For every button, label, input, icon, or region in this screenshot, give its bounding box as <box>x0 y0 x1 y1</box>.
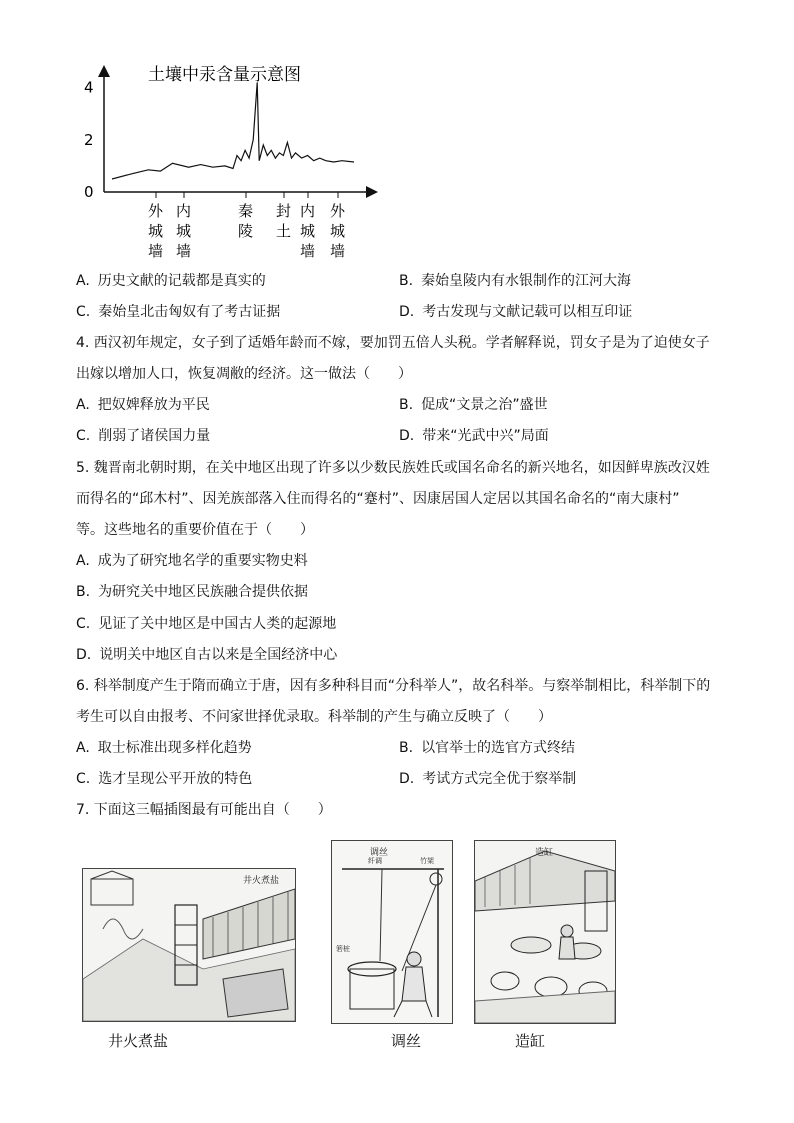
svg-text:封: 封 <box>276 202 292 220</box>
q6-option-b: B. 以官举士的选官方式终结 <box>399 740 576 756</box>
silk-reeling-drawing <box>332 841 452 1023</box>
y-tick-label: 4 <box>84 78 94 97</box>
q5-stem-line1: 5. 魏晋南北朝时期，在关中地区出现了许多以少数民族姓氏或国名命名的新兴地名，如因鲜卑族改汉姓 <box>76 460 710 476</box>
q6-option-c: C. 选才呈现公平开放的特色 <box>76 771 253 787</box>
q7-stem-line1: 7. 下面这三幅插图最有可能出自（ ） <box>76 802 332 818</box>
q5-option-d: D. 说明关中地区自古以来是全国经济中心 <box>76 647 338 663</box>
q3-option-d: D. 考古发现与文献记载可以相互印证 <box>399 304 633 320</box>
svg-text:城: 城 <box>300 222 316 240</box>
mercury-series-line <box>112 82 354 179</box>
caption-vat-making: 造缸 <box>514 1032 545 1050</box>
silk-reeling-inscription: 调丝 <box>370 848 389 858</box>
q5-option-b: B. 为研究关中地区民族融合提供依据 <box>76 584 309 600</box>
vat-making-inscription: 造缸 <box>535 848 554 858</box>
silk-label-1: 纤调 <box>368 857 382 865</box>
q4-option-c: C. 削弱了诸侯国力量 <box>76 428 211 444</box>
illustration-silk-reeling <box>331 840 453 1024</box>
svg-text:秦: 秦 <box>238 202 254 220</box>
chart-title: 土壤中汞含量示意图 <box>148 65 301 85</box>
q4-option-b: B. 促成“文景之治”盛世 <box>399 397 548 413</box>
illustration-vat-making <box>474 840 616 1024</box>
x-axis-label <box>148 192 164 260</box>
x-axis-label <box>176 192 191 260</box>
svg-text:城: 城 <box>176 222 192 240</box>
svg-text:墙: 墙 <box>148 242 164 260</box>
mercury-soil-chart <box>70 60 390 260</box>
q4-stem-line1: 4. 西汉初年规定，女子到了适婚年龄而不嫁，要加罚五倍人头税。学者解释说，罚女子是为了迫使女子 <box>76 335 710 351</box>
q3-option-a: A. 历史文献的记载都是真实的 <box>76 273 266 289</box>
svg-text:城: 城 <box>330 222 346 240</box>
q6-stem-line2: 考生可以自由报考、不问家世择优录取。科举制的产生与确立反映了（ ） <box>76 709 552 725</box>
x-axis-label <box>300 192 315 260</box>
svg-text:墙: 墙 <box>330 242 346 260</box>
silk-label-2: 竹架 <box>420 857 434 865</box>
q5-stem-line2: 而得名的“邱木村”、因羌族部落入住而得名的“蹇村”、因康居国人定居以其国名命名的“南大康村” <box>76 491 680 507</box>
q5-stem-line3: 等。这些地名的重要价值在于（ ） <box>76 522 314 538</box>
q3-option-c: C. 秦始皇北击匈奴有了考古证据 <box>76 304 281 320</box>
q4-option-a: A. 把奴婢释放为平民 <box>76 397 210 413</box>
salt-boiling-inscription: 井火煮盐 <box>243 876 280 886</box>
svg-text:内: 内 <box>300 202 316 220</box>
x-axis-label <box>238 192 253 240</box>
x-axis-label <box>276 192 291 240</box>
q6-option-a: A. 取士标准出现多样化趋势 <box>76 740 252 756</box>
q6-stem-line1: 6. 科举制度产生于隋而确立于唐，因有多种科目而“分科举人”，故名科举。与察举制相比，科举制下的 <box>76 678 711 694</box>
svg-text:墙: 墙 <box>176 242 192 260</box>
svg-text:外: 外 <box>148 202 164 220</box>
q5-option-a: A. 成为了研究地名学的重要实物史料 <box>76 553 308 569</box>
svg-text:城: 城 <box>148 222 164 240</box>
svg-text:墙: 墙 <box>300 242 316 260</box>
x-axis-label <box>330 192 346 260</box>
svg-text:陵: 陵 <box>238 222 254 240</box>
q6-option-d: D. 考试方式完全优于察举制 <box>399 771 577 787</box>
svg-text:土: 土 <box>276 222 292 240</box>
svg-text:外: 外 <box>330 202 346 220</box>
y-tick-label: 2 <box>84 130 94 149</box>
caption-salt-boiling: 井火煮盐 <box>107 1032 168 1050</box>
caption-silk-reeling: 调丝 <box>390 1032 421 1050</box>
q3-option-b: B. 秦始皇陵内有水银制作的江河大海 <box>399 273 632 289</box>
illustration-salt-boiling <box>82 868 296 1022</box>
salt-boiling-drawing <box>83 869 295 1021</box>
silk-label-3: 箬桩 <box>336 945 350 953</box>
q4-stem-line2: 出嫁以增加人口，恢复凋敝的经济。这一做法（ ） <box>76 366 412 382</box>
vat-making-drawing <box>475 841 615 1023</box>
y-tick-label: 0 <box>84 183 94 201</box>
q4-option-d: D. 带来“光武中兴”局面 <box>399 428 549 444</box>
q5-option-c: C. 见证了关中地区是中国古人类的起源地 <box>76 616 337 632</box>
svg-text:内: 内 <box>176 202 192 220</box>
